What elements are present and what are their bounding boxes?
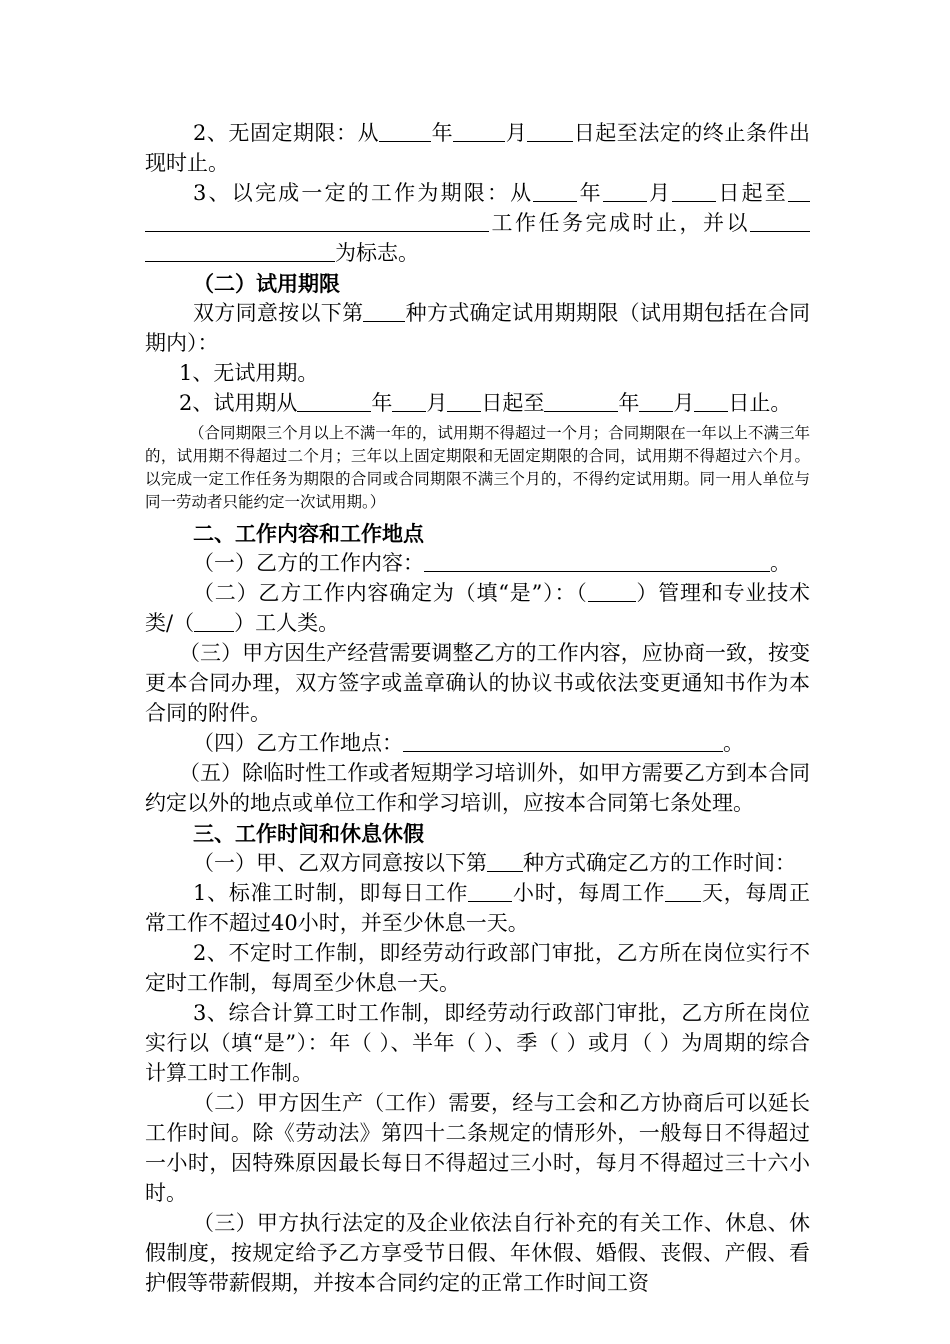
- document-page: [145, 118, 810, 1298]
- blank-line[interactable]: [363, 301, 405, 322]
- term-item-2: 2、无固定期限：从 年 月 日起至法定的终止条件出现时止。: [145, 121, 811, 175]
- section-heading-work-content: 二、工作内容和工作地点: [193, 522, 424, 546]
- blank-line[interactable]: [447, 391, 481, 412]
- blank-line[interactable]: [639, 391, 673, 412]
- blank-line[interactable]: [145, 241, 335, 262]
- blank-line[interactable]: [672, 181, 716, 202]
- probation-option-2: 2、试用期从 年 月 日起至 年 月 日止。: [179, 391, 792, 415]
- work-time-item-3: （三）甲方执行法定的及企业依法自行补充的有关工作、休息、休假制度，按规定给予乙方享受节日假、年休假、婚假、丧假、产假、看护假等带薪假期，并按本合同约定的正常工作时间工资: [145, 1211, 810, 1295]
- blank-line[interactable]: [694, 391, 728, 412]
- probation-intro: 双方同意按以下第 种方式确定试用期期限（试用期包括在合同期内）：: [145, 301, 811, 355]
- section-heading-probation: （二）试用期限: [193, 272, 340, 296]
- blank-line[interactable]: [468, 881, 512, 902]
- work-content-item-2: （二）乙方工作内容确定为（填“是”）：（ ）管理和专业技术类/（ ）工人类。: [145, 581, 810, 635]
- section-heading-work-time: 三、工作时间和休息休假: [193, 822, 424, 846]
- work-content-item-1: （一）乙方的工作内容： 。: [193, 551, 791, 575]
- blank-line[interactable]: [588, 581, 636, 602]
- work-time-item-1: （一）甲、乙双方同意按以下第 种方式确定乙方的工作时间：: [193, 851, 796, 875]
- blank-line[interactable]: [453, 121, 505, 142]
- work-time-option-1: 1、标准工时制，即每日工作 小时，每周工作 天，每周正常工作不超过40小时，并至少休息一天。: [145, 881, 811, 935]
- blank-line[interactable]: [665, 881, 701, 902]
- work-time-option-3: 3、综合计算工时工作制，即经劳动行政部门审批，乙方所在岗位实行以（填“是”）：年（ ）、半年（ ）、季（ ）或月（ ）为周期的综合计算工时工作制。: [145, 1001, 810, 1085]
- probation-note: （合同期限三个月以上不满一年的，试用期不得超过一个月；合同期限在一年以上不满三年的，试用期不得超过二个月；三年以上固定期限和无固定期限的合同，试用期不得超过六个月。以完成一定工作任务为期限的合同或合同期限不满三个月的，不得约定试用期。同一用人单位与同一劳动者只能约定一次试用期。）: [145, 424, 810, 511]
- blank-line[interactable]: [487, 851, 523, 872]
- blank-line[interactable]: [544, 391, 618, 412]
- blank-line[interactable]: [533, 181, 577, 202]
- blank-line[interactable]: [145, 211, 489, 232]
- blank-line[interactable]: [403, 731, 723, 752]
- work-location-item-5: （五）除临时性工作或者短期学习培训外，如甲方需要乙方到本合同约定以外的地点或单位工作和学习培训，应按本合同第七条处理。: [145, 761, 810, 815]
- blank-line[interactable]: [527, 121, 573, 142]
- work-content-item-3: （三）甲方因生产经营需要调整乙方的工作内容，应协商一致，按变更本合同办理，双方签字或盖章确认的协议书或依法变更通知书作为本合同的附件。: [145, 641, 810, 725]
- blank-line[interactable]: [297, 391, 371, 412]
- blank-line[interactable]: [379, 121, 431, 142]
- blank-line[interactable]: [392, 391, 426, 412]
- blank-line[interactable]: [603, 181, 647, 202]
- term-item-3: 3、以完成一定的工作为期限：从 年 月 日起至工作任务完成时止，并以为标志。: [145, 178, 810, 268]
- probation-option-1: 1、无试用期。: [179, 361, 319, 385]
- blank-line[interactable]: [750, 211, 810, 232]
- blank-line[interactable]: [194, 611, 234, 632]
- work-time-item-2: （二）甲方因生产（工作）需要，经与工会和乙方协商后可以延长工作时间。除《劳动法》第四十二条规定的情形外，一般每日不得超过一小时，因特殊原因最长每日不得超过三小时，每月不得超过三十六小时。: [145, 1091, 810, 1205]
- work-location-item-4: （四）乙方工作地点： 。: [193, 731, 744, 755]
- work-time-option-2: 2、不定时工作制，即经劳动行政部门审批，乙方所在岗位实行不定时工作制，每周至少休息一天。: [145, 941, 810, 995]
- blank-line[interactable]: [424, 551, 770, 572]
- blank-line[interactable]: [788, 181, 810, 202]
